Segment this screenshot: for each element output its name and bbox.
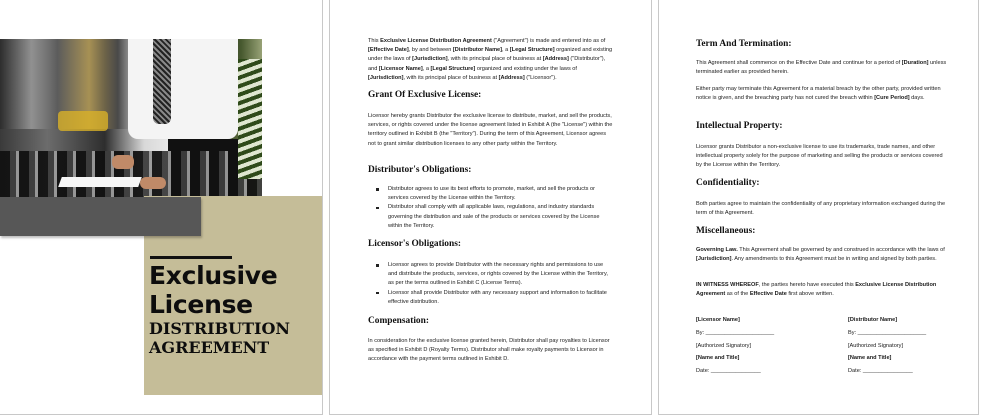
document-page-2: [329, 0, 652, 415]
licensor-date-line: Date: ________________: [696, 368, 761, 375]
distributor-obligations-list: [368, 185, 614, 231]
document-page-3: [658, 0, 979, 415]
section-heading-compensation: Compensation:: [368, 316, 429, 326]
compensation-paragraph: In consideration for the exclusive license granted herein, Distributor shall pay royalties to Licensor as specified in Exhibit D (Royalty Terms). Distributor shall make royalty payments to Licensor in accordance with the payment terms outlined in Exhibit D.: [368, 338, 610, 363]
licensor-signature-line: By: ______________________: [696, 329, 775, 336]
list-item: Licensor agrees to provide Distributor with the necessary rights and permissions to use and distribute the products, services, or rights covered by the License within the Territory, as per the terms outlined in Exhibit C (License Terms).: [388, 261, 614, 289]
cover-photo: [0, 39, 262, 198]
list-item: Licensor shall provide Distributor with any necessary support and information to facilitate effective distribution.: [388, 289, 614, 307]
cover-title: [149, 261, 277, 319]
cover-page: [0, 0, 323, 415]
distributor-date-line: Date: ________________: [848, 368, 913, 375]
photo-plant: [238, 59, 262, 179]
confidentiality-paragraph: Both parties agree to maintain the confidentiality of any proprietary information exchanged during the term of this Agreement.: [696, 201, 946, 217]
section-heading-licensor-obligations: Licensor's Obligations:: [368, 239, 461, 249]
photo-shirt: [128, 39, 238, 139]
licensor-obligations-list: [368, 261, 614, 307]
section-heading-grant: Grant Of Exclusive License:: [368, 90, 482, 100]
photo-hand: [112, 155, 134, 169]
distributor-signatory: [Authorized Signatory]: [848, 342, 904, 349]
list-item: Distributor shall comply with all applicable laws, regulations, and industry standards governing the distribution and sale of the products or services covered by the License within the Territory.: [388, 203, 614, 231]
term-paragraph-1: This Agreement shall commence on the Effective Date and continue for a period of [Duration] unless terminated earlier as provided herein.: [696, 60, 947, 76]
licensor-signatory: [Authorized Signatory]: [696, 342, 752, 349]
distributor-name-title: [Name and Title]: [848, 355, 892, 362]
section-heading-miscellaneous: Miscellaneous:: [696, 226, 756, 236]
section-heading-ip: Intellectual Property:: [696, 121, 783, 131]
licensor-name-title: [Name and Title]: [696, 355, 740, 362]
witness-paragraph: IN WITNESS WHEREOF, the parties hereto have executed this Exclusive License Distribution Agreement as of the Effective Date first above written.: [696, 282, 937, 298]
photo-paper: [58, 177, 142, 187]
grant-paragraph: Licensor hereby grants Distributor the exclusive license to distribute, market, and sell the products, services, or rights covered under the license agreement listed in Exhibit A (the "License") within the territory outlined in Exhibit B (the "Territory"). During the term of this Agreement, Licensor agrees not to grant similar distribution licenses to any other party within the Territory.: [368, 113, 613, 147]
governing-law-paragraph: Governing Law. This Agreement shall be governed by and construed in accordance with the laws of [Jurisdiction]. Any amendments to this Agreement must be in writing and signed by both parties.: [696, 247, 945, 263]
licensor-name-placeholder: [Licensor Name]: [696, 317, 740, 323]
intro-paragraph: This Exclusive License Distribution Agreement ("Agreement") is made and entered into as of [Effective Date], by and between [Distributor Name], a [Legal Structure] organized and existing under the laws of [Jurisdiction], with its principal place of business at [Address] ("Distributor"), and [Licensor Name], a [Legal Structure] organized and existing under the laws of [Jurisdiction], with its principal place of business at [Address] ("Licensor").: [368, 38, 613, 81]
signature-block-licensor: [696, 314, 774, 378]
photo-car: [58, 111, 108, 131]
cover-title-line1: Exclusive: [149, 261, 278, 290]
cover-gray-bar: [0, 197, 201, 236]
section-heading-term: Term And Termination:: [696, 39, 792, 49]
ip-paragraph: Licensor grants Distributor a non-exclusive license to use its trademarks, trade names, and other intellectual property solely for the purpose of marketing and selling the products or services covered by the License within the Territory.: [696, 144, 943, 169]
distributor-name-placeholder: [Distributor Name]: [848, 317, 898, 323]
signature-block-distributor: [848, 314, 926, 378]
photo-tie: [153, 39, 171, 124]
cover-title-line2: License: [149, 290, 253, 319]
term-paragraph-2: Either party may terminate this Agreement for a material breach by the other party, provided written notice is given, and the breaching party has not cured the breach within [Cure Period] days.: [696, 86, 941, 102]
cover-subtitle-line2: AGREEMENT: [149, 338, 270, 357]
section-heading-confidentiality: Confidentiality:: [696, 178, 760, 188]
cover-subtitle-line1: DISTRIBUTION: [149, 319, 291, 338]
list-item: Distributor agrees to use its best efforts to promote, market, and sell the products or services covered by the License within the Territory.: [388, 185, 614, 203]
photo-hand: [140, 177, 166, 189]
section-heading-distributor-obligations: Distributor's Obligations:: [368, 165, 472, 175]
cover-title-rule: [150, 256, 232, 259]
distributor-signature-line: By: ______________________: [848, 329, 927, 336]
cover-subtitle: [149, 319, 290, 357]
